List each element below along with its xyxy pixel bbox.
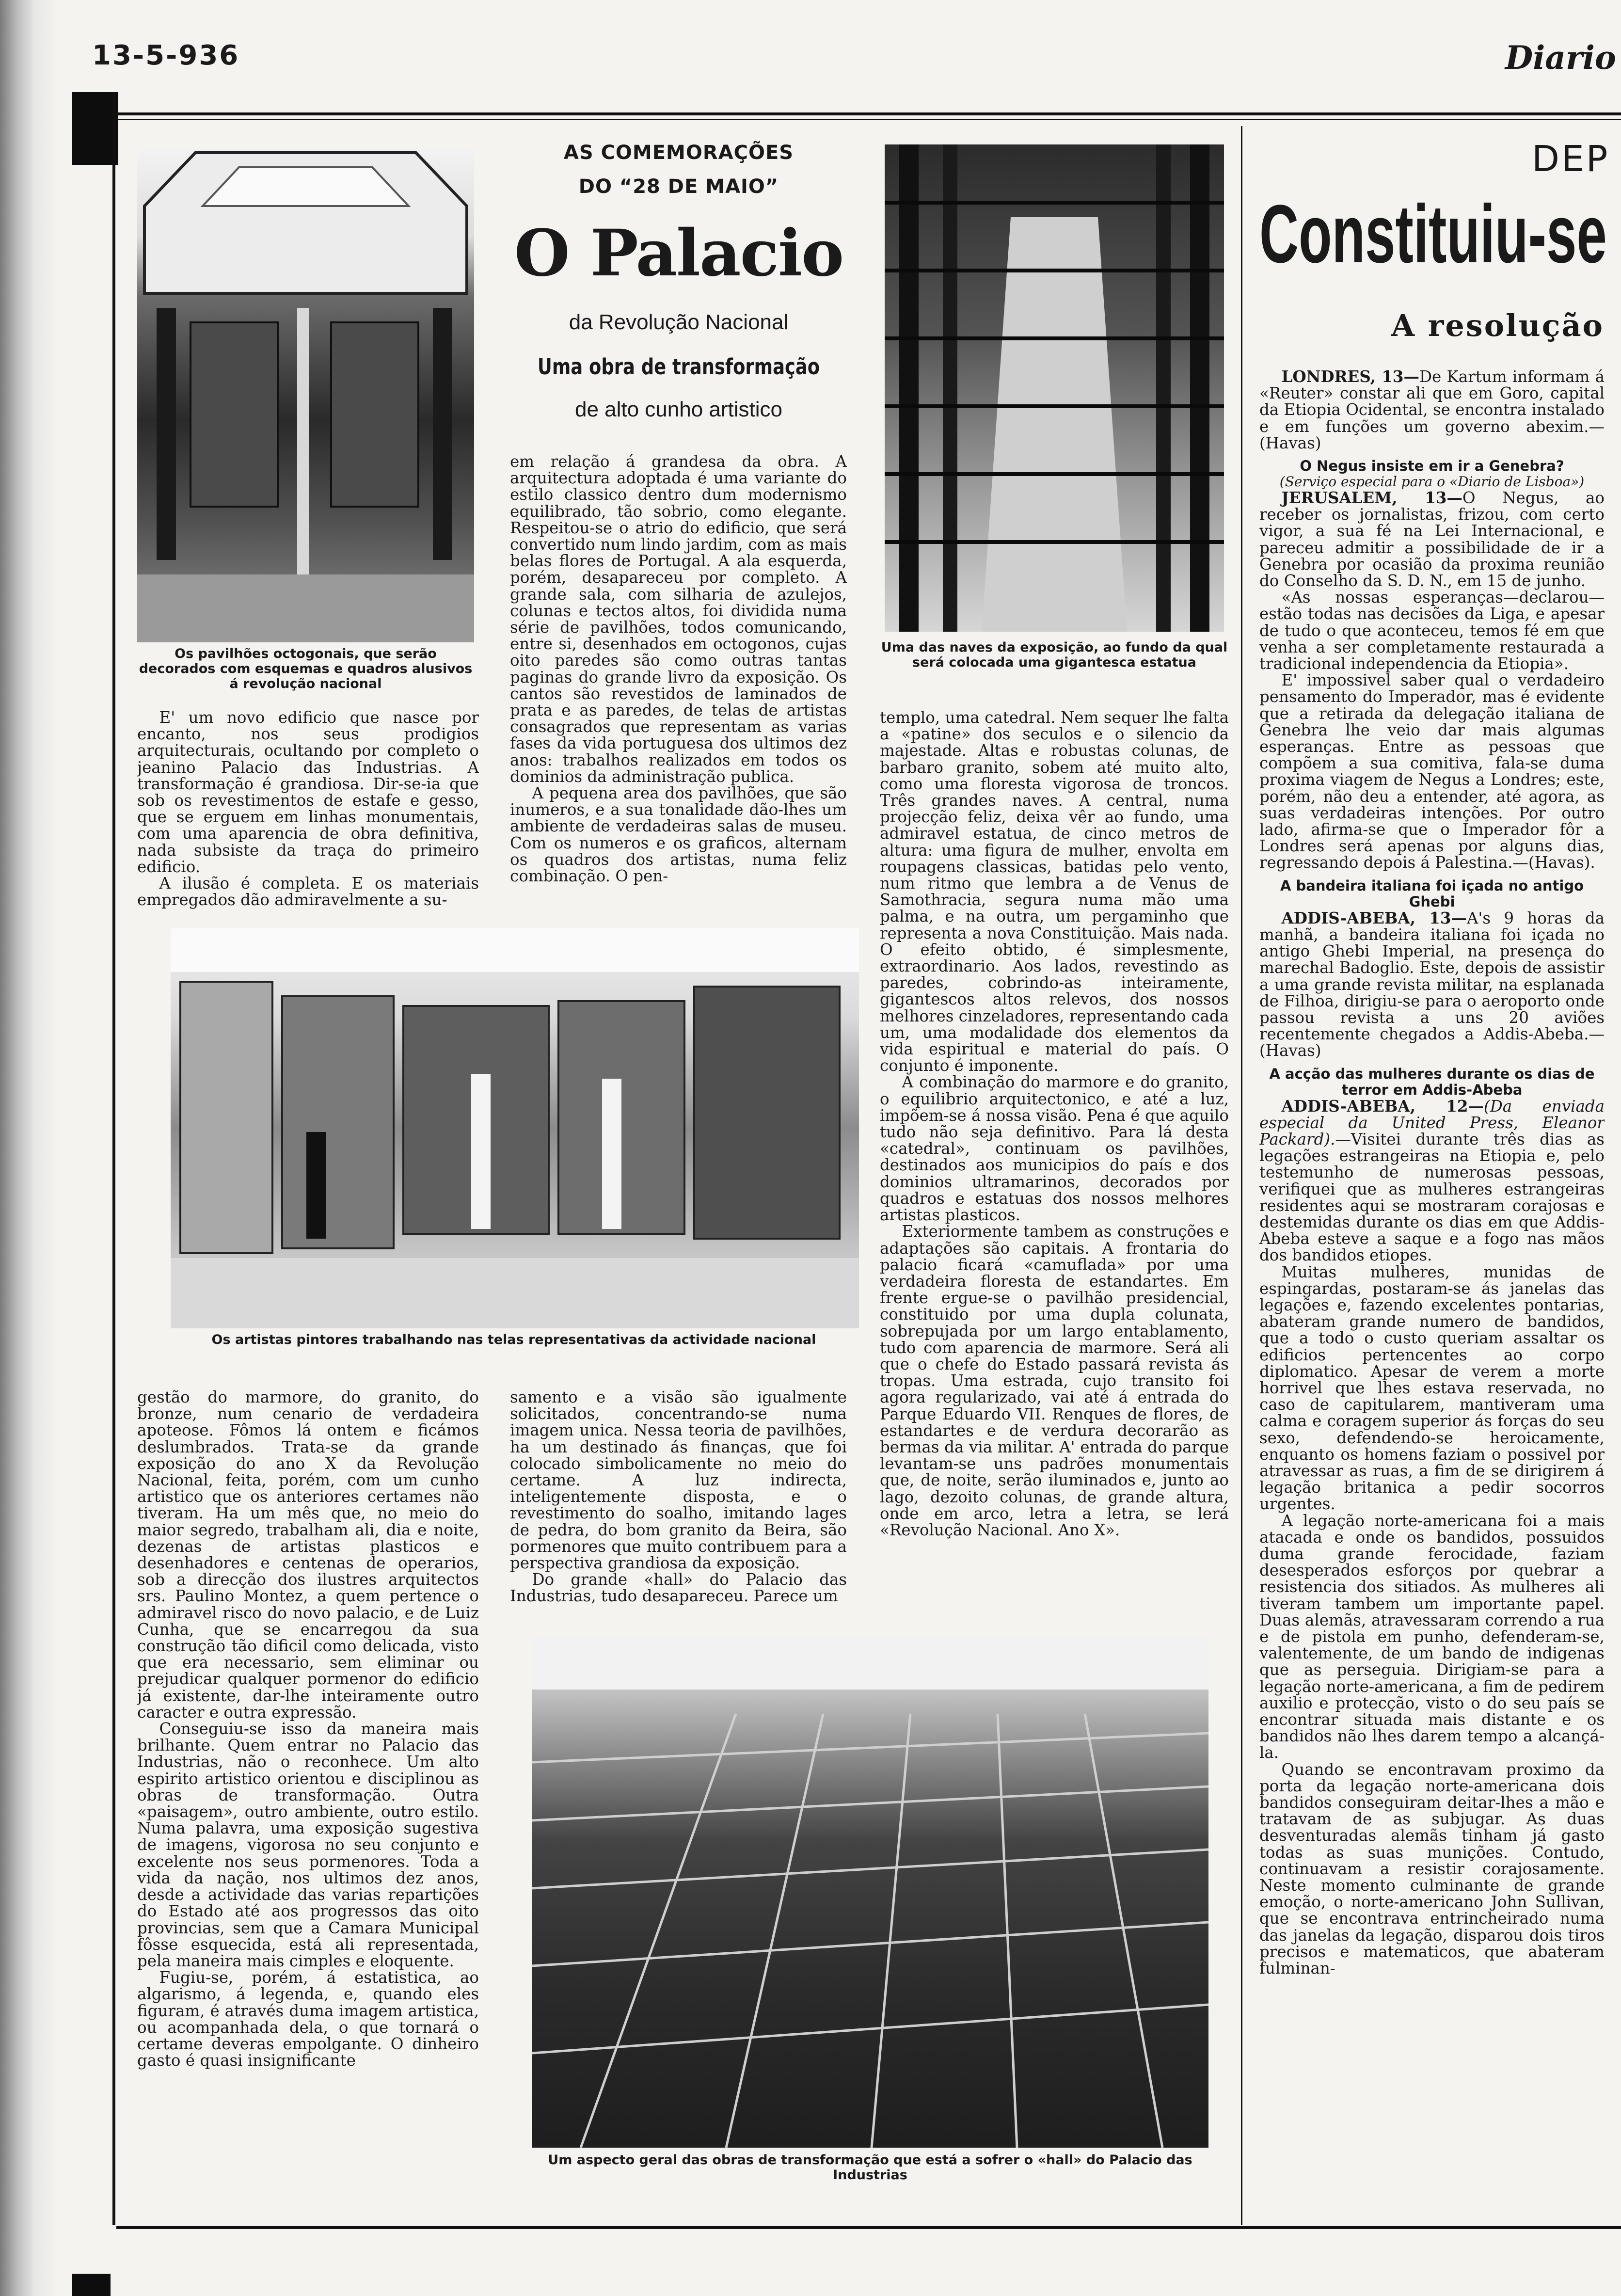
byline: (Da enviada especial da United Press, Eleanor Packard). <box>1259 1097 1605 1148</box>
paragraph: samento e a visão são igualmente solicitados, concentrando-se numa imagem unica. Nessa teoria de pavilhões, ha um destinado ás finanças, que foi colocado simbolicamente no meio do certame. A luz indirecta, inteligentemente disposta, e o revestimento do soalho, imitando lages de pedra, do bom granito da Beira, são pormenores que muito contribuem para a perspectiva grandiosa da exposição. <box>510 1389 847 1573</box>
paragraph: gestão do marmore, do granito, do bronze, num cenario de verdadeira apoteose. Fômos lá ontem e ficámos deslumbrados. Trata-se da grande exposição do ano X da Revolução Nacional, feita, porém, com um cunho artistico que os anteriores certames não tiveram. Ha um mês que, no meio do maior segredo, trabalham ali, dia e noite, dezenas de artistas plasticos e desenhadores e centenas de operarios, sob a direcção dos ilustres arquitectos srs. Paulino Montez, a quem pertence o admiravel risco do novo palacio, e de Luiz Cunha, que se encarregou da sua construção tão dificil como delicada, visto que era necessario, sem eliminar ou prejudicar qualquer pormenor do edificio já existente, dar-lhe inteiramente outro caracter e outra expressão. <box>137 1389 479 1722</box>
issue-date: 13-5-936 <box>92 40 240 71</box>
paragraph-text: A's 9 horas da manhã, a bandeira italiana foi içada no antigo Ghebi Imperial, na presença do marechal Badoglio. Este, depois de assistir a uma grande revista militar, na esplanada de Filhoa, dirigiu-se para o aeroporto onde passou revista a uns 20 aviões recentemente chegados a Addis-Abeba.—(Havas) <box>1259 909 1605 1060</box>
subhead-service-note: (Serviço especial para o «Diario de Lisboa») <box>1279 474 1585 490</box>
dateline: JERUSALEM, 13— <box>1281 488 1462 508</box>
paragraph: templo, uma catedral. Nem sequer lhe falta a «patine» dos seculos e o silencio da majestade. Altas e robustas colunas, de barbaro granito, sobem até muito alto, como uma floresta vigorosa de troncos. Três grandes naves. A central, numa projecção feliz, deixa vêr ao fundo, uma admiravel estatua, de cinco metros de altura: uma figura de mulher, envolta em roupagens classicas, batidas pelo vento, num ritmo que lembra a de Venus de Samothracia, segura numa mão uma palma, e na outra, um pergaminho que representa a nova Constituição. Mais nada. O efeito obtido, é simplesmente, extraordinario. Aos lados, revestindo as paredes, cobrindo-as inteiramente, gigantescos altos relevos, dos nossos melhores cinzeladores, representando cada um, uma modalidade dos elementos da vida espiritual e material do país. O conjunto é imponente. <box>880 709 1229 1075</box>
article-col-c <box>880 709 1229 1567</box>
right-headline: Constituiu-se <box>1259 188 1607 280</box>
caption-octagonal-pavilions: Os pavilhões octogonais, que serão decorados com esquemas e quadros alusivos á revolução nacional <box>139 646 473 691</box>
article-subtitle-1: da Revolução Nacional <box>569 310 789 334</box>
paragraph: E' um novo edificio que nasce por encanto, nos seus prodigios arquitecturais, ocultando por completo o jeanino Palacio das Industrias. A transformação é grandiosa. Dir-se-ia que sob os revestimentos de estafe e gesso, que se erguem em linhas monumentais, com uma aparencia de obra definitiva, nada subsiste da traça do primeiro edificio. <box>137 709 479 876</box>
paragraph: Fugiu-se, porém, á estatistica, ao algarismo, á legenda, e, quando eles figuram, é através duma imagem artistica, ou acompanhada dela, o que tornará o certame deveras empolgante. O dinheiro gasto é quasi insignificante <box>137 1968 479 2070</box>
paragraph: Quando se encontravam proximo da porta da legação norte-americana dois bandidos conseguiram deitar-lhes a mão e tratavam de as subjugar. As duas desventuradas alemãs tinham já gasto todas as suas munições. Contudo, continuavam a resistir corajosamente. Neste momento culminante de grande emoção, o norte-americano John Sullivan, que se encontrava entrincheirado numa das janelas da legação, disparou dois tiros precisos e matematicos, que abateram fulminan- <box>1259 1760 1605 1978</box>
paragraph-text: O Negus, ao receber os jornalistas, frizou, com certo vigor, a sua fé na Lei Internacional, e pareceu admitir a possibilidade de ir a Genebra por ocasião da proxima reunião do Conselho da S. D. N., em 15 de junho. <box>1259 489 1605 590</box>
dateline: LONDRES, 13— <box>1281 368 1419 386</box>
paragraph: A ilusão é completa. E os materiais empregados dão admiravelmente a su- <box>137 874 479 909</box>
scan-edge-shadow <box>0 0 58 2296</box>
right-news-column <box>1259 368 1605 2225</box>
paragraph <box>1259 910 1605 1059</box>
article-subtitle-3: de alto cunho artistico <box>574 398 783 421</box>
header-rule-thin <box>116 119 1621 120</box>
paragraph: A combinação do marmore e do granito, o equilibrio arquitectonico, e até a luz, impõem-se á nossa visão. Pena é que aquilo tudo não seja definitivo. Para lá desta «catedral», continuam os pavilhões, destinados aos municipios do país e dos dominios ultramarinos, decorados por quadros e estatuas dos nossos melhores artistas plasticos. <box>880 1073 1229 1225</box>
right-subheadline: A resolução <box>1391 308 1604 343</box>
photo-exhibition-nave <box>885 144 1224 632</box>
caption-artists-painting: Os artistas pintores trabalhando nas telas representativas da actividade nacional <box>211 1332 816 1347</box>
kicker-line-1: AS COMEMORAÇÕES <box>563 142 794 164</box>
paragraph: em relação á grandesa da obra. A arquitectura adoptada é uma variante do estilo classico dentro dum modernismo equilibrado, tão sobrio, como elegante. Respeitou-se o atrio do edificio, que será convertido num lindo jardim, com as mais belas flores de Portugal. A ala esquerda, porém, desapareceu por completo. A grande sala, com silharia de azulejos, colunas e tectos altos, foi dividida numa série de pavilhões, todos comunicando, entre si, desenhados em octogonos, cujas oito paredes são como outras tantas paginas do grande livro da exposição. Os cantos são revestidos de laminados de prata e as paredes, de telas de artistas consagrados que representam as varias fases da vida portuguesa dos ultimos dez anos: trabalhos realizados em todos os dominios da administração publica. <box>510 453 847 786</box>
subhead-women-action: A acção das mulheres durante os dias de terror em Addis-Abeba <box>1269 1065 1595 1098</box>
left-margin-block-top <box>72 92 118 165</box>
paragraph: «As nossas esperanças—declarou— estão todas nas decisões da Liga, e apesar de tudo o que aconteceu, temos fé em que venha a ser completamente restaurada a tradicional independencia da Etiopia». <box>1259 588 1605 673</box>
paragraph <box>1259 490 1605 589</box>
left-column-rule <box>112 92 115 2225</box>
paragraph <box>1259 1098 1605 1264</box>
paragraph <box>1259 368 1605 451</box>
subhead-negus-geneva: O Negus insiste em ir a Genebra? <box>1300 458 1564 475</box>
right-header-dep: DEP <box>1532 138 1610 180</box>
article-col-a-top <box>137 709 479 927</box>
caption-hall-construction: Um aspecto geral das obras de transformação que está a sofrer o «hall» do Palacio das Industrias <box>548 2152 1192 2183</box>
paragraph-text: —Visitei durante três dias as legações estrangeiras na Etiopia e, pelo testemunho de numerosas pessoas, verifiquei que as mulheres estrangeiras residentes aqui se mostraram corajosas e destemidas durante os dias em que Addis-Abeba esteve a saque e a fogo nas mãos dos bandidos etiopes. <box>1259 1130 1605 1265</box>
photo-hall-construction <box>532 1636 1208 2148</box>
photo-octagonal-pavilion <box>137 148 474 642</box>
paragraph: Exteriormente tambem as construções e adaptações são capitais. A frontaria do palacio ficará «camuflada» por uma verdadeira floresta de estandartes. Em frente ergue-se o pavilhão presidencial, constituido por uma dupla colunata, sobrepujada por um largo entablamento, tudo com aparencia de marmore. Será ali que o chefe do Estado passará revista ás tropas. Uma estrada, cujo transito foi agora regularizado, vai até á entrada do Parque Eduardo VII. Renques de flores, de estandartes e de verdura decorarão as bermas da via militar. A' entrada do parque levantam-se uns padrões monumentais que, de noite, serão iluminados e, junto ao lago, dezoito colunas, de grande altura, onde em arco, letra a letra, se lerá «Revolução Nacional. Ano X». <box>880 1222 1229 1539</box>
paragraph: Do grande «hall» do Palacio das Industrias, tudo desapareceu. Parece um <box>510 1570 847 1606</box>
header-rule <box>116 112 1621 115</box>
subhead-italian-flag: A bandeira italiana foi içada no antigo Ghebi <box>1280 877 1584 910</box>
paragraph: A legação norte-americana foi a mais atacada e onde os bandidos, possuidos duma grande ferocidade, faziam desesperados esforços por quebrar a resistencia dos sitiados. As mulheres ali tiveram tambem um importante papel. Duas alemãs, atravessaram correndo a rua e de pistola em punho, defenderam-se, valentemente, de um bando de indigenas que as perseguia. Dirigiam-se para a legação norte-americana, a fim de pedirem auxilio e protecção, visto o do seu país se encontrar situada mais distante e os bandidos não lhes darem tempo a alcançá-la. <box>1259 1511 1605 1762</box>
paragraph: E' impossivel saber qual o verdadeiro pensamento do Imperador, mas é evidente que a retirada da delegação italiana de Genebra lhe veio dar mais algumas esperanças. Entre as pessoas que compõem a sua comitiva, fala-se duma proxima viagem de Negus a Londres; este, porém, não deu a entender, até agora, as suas verdadeiras intenções. Por outro lado, afirma-se que o Imperador fôr a Londres será apenas por alguns dias, regressando depois á Palestina.—(Havas). <box>1259 671 1605 872</box>
photo-artists-painting <box>171 928 859 1328</box>
paragraph: Conseguiu-se isso da maneira mais brilhante. Quem entrar no Palacio das Industrias, não o reconhece. Um alto espirito artistico orientou e disciplinou as obras de transformação. Outra «paisagem», outro ambiente, outro estilo. Numa palavra, uma exposição sugestiva de imagens, vigorosa no seu conjunto e excelente nos seus pormenores. Toda a vida da nação, nos ultimos dez anos, desde a actividade das varias repartições do Estado até aos progressos das oito provincias, sem que a Camara Municipal fôsse esquecida, está ali representada, pela maneira mais cimples e eloquente. <box>137 1720 479 1970</box>
footer-rule <box>116 2226 1621 2229</box>
article-col-b-bottom <box>510 1389 847 1619</box>
column-separator <box>1241 126 1242 2225</box>
left-margin-block-bottom <box>72 2274 111 2296</box>
paragraph-text: De Kartum informam á «Reuter» constar ali que em Goro, capital da Etiopia Ocidental, se encontra instalado e em funções um governo abexim.—(Havas) <box>1259 368 1605 452</box>
paragraph: A pequena area dos pavilhões, que são inumeros, e a sua tonalidade dão-lhes um ambiente de verdadeiras salas de museu. Com os numeros e os graficos, alternam os quadros dos artistas, numa feliz combinação. O pen- <box>510 784 847 886</box>
article-subtitle-2: Uma obra de transformação <box>537 354 820 380</box>
kicker-line-2: DO “28 DE MAIO” <box>578 175 779 198</box>
dateline: ADDIS-ABEBA, 13— <box>1281 908 1467 927</box>
caption-exhibition-nave: Uma das naves da exposição, ao fundo da qual será colocada uma gigantesca estatua <box>881 640 1228 670</box>
article-col-a-bottom <box>137 1389 479 2203</box>
article-col-b-top <box>510 453 847 919</box>
masthead-diario: Diario <box>1505 39 1616 77</box>
paragraph: Muitas mulheres, munidas de espingardas, postaram-se ás janelas das legações e, fazendo excelentes pontarias, abateram grande numero de bandidos, que a todo o custo queriam assaltar os edificios pertencentes ao corpo diplomatico. Apesar de verem a morte horrivel que lhes estava reservada, no caso de capitularem, mantiveram uma calma e coragem superior ás forças do seu sexo, defendendo-se heroicamente, enquanto os homens faziam o possivel por atravessar as ruas, a fim de se dirigirem á legação britanica a pedir socorros urgentes. <box>1259 1262 1605 1514</box>
article-headline: O Palacio <box>514 216 843 291</box>
dateline: ADDIS-ABEBA, 12— <box>1281 1096 1484 1116</box>
